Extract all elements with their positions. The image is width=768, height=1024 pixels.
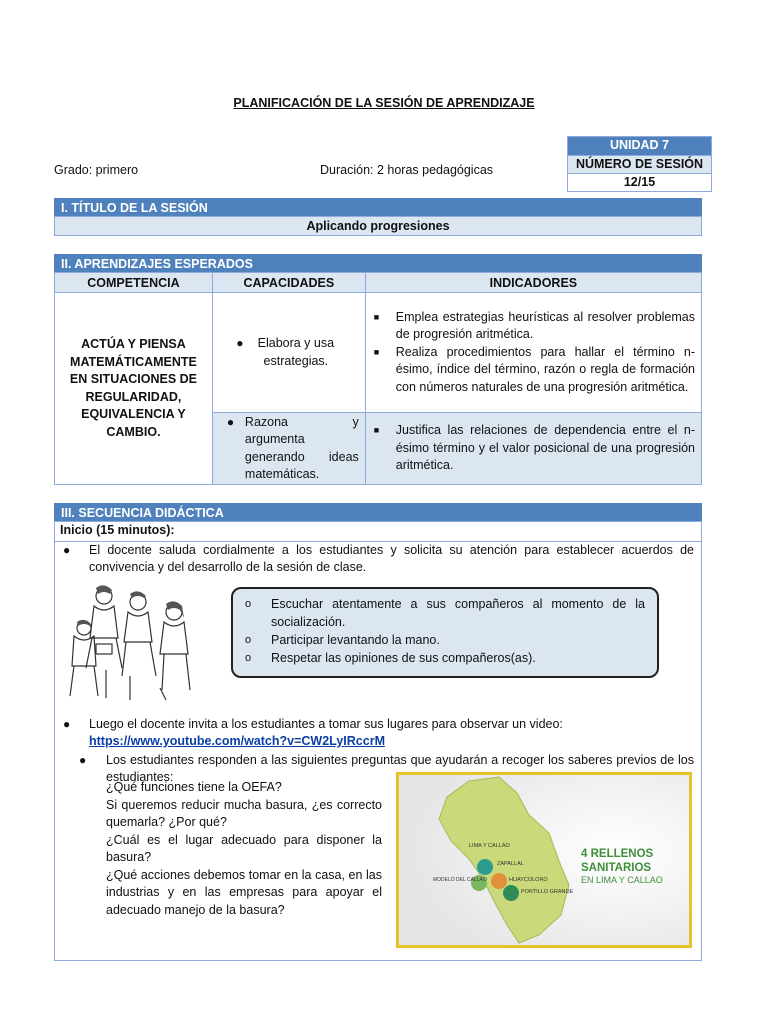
rellenos-map-image bbox=[396, 772, 692, 948]
questions-list bbox=[106, 779, 382, 919]
aprendizajes-section-header: II. APRENDIZAJES ESPERADOS bbox=[54, 254, 702, 273]
square-bullet-icon: ■ bbox=[373, 346, 380, 357]
acuerdo-2: Participar levantando la mano. bbox=[271, 633, 440, 647]
numero-sesion-label: NÚMERO DE SESIÓN bbox=[568, 155, 711, 173]
capacidad-2-text: Razona y argumenta generando ideas matemáticas. bbox=[244, 414, 359, 481]
capacidad-cell-1 bbox=[212, 293, 365, 413]
map-title-line2: SANITARIOS bbox=[581, 862, 652, 874]
label-portillo-grande: PORTILLO GRANDE bbox=[521, 889, 574, 895]
students-illustration bbox=[66, 584, 196, 702]
competencia-cell bbox=[55, 293, 213, 485]
map-title-line1: 4 RELLENOS bbox=[581, 848, 654, 860]
bullet-icon: ● bbox=[63, 543, 71, 557]
bullet-icon: ● bbox=[79, 753, 87, 767]
indicador-cell-2 bbox=[365, 413, 701, 485]
paragraph-saludo: El docente saluda cordialmente a los estudiantes y solicita su atención para establecer acuerdos de convivencia y del desarrollo de la sesión de clase. bbox=[89, 543, 694, 574]
secuencia-section-header: III. SECUENCIA DIDÁCTICA bbox=[54, 503, 702, 522]
indicador-cell-1 bbox=[365, 293, 701, 413]
indicador-1b-text: Realiza procedimientos para hallar el término n-ésimo, índice del término, razón o regla de formación con números naturales de una progresión aritmética. bbox=[395, 344, 695, 394]
inicio-heading: Inicio (15 minutos): bbox=[60, 523, 175, 537]
acuerdos-box bbox=[231, 587, 659, 678]
square-bullet-icon: ■ bbox=[373, 425, 380, 436]
question-4: ¿Qué acciones debemos tomar en la casa, en las industrias y en las empresas para apoyar el adecuado manejo de la basura? bbox=[106, 867, 382, 917]
aprendizajes-table bbox=[54, 272, 702, 485]
acuerdo-3: Respetar las opiniones de sus compañeros(as). bbox=[271, 651, 536, 665]
competencia-text: ACTÚA Y PIENSA MATEMÁTICAMENTE EN SITUACIONES DE REGULARIDAD, EQUIVALENCIA Y CAMBIO. bbox=[69, 337, 198, 439]
unidad-label: UNIDAD 7 bbox=[568, 137, 711, 155]
indicador-2-text: Justifica las relaciones de dependencia entre el n-ésimo término y el valor posicional de una progresión aritmética. bbox=[395, 423, 695, 473]
question-1: ¿Qué funciones tiene la OEFA? bbox=[106, 780, 282, 794]
acuerdo-1: Escuchar atentamente a sus compañeros al momento de la socialización. bbox=[271, 597, 645, 629]
bullet-icon: ● bbox=[236, 336, 244, 350]
bullet-icon: ● bbox=[63, 717, 71, 731]
question-2: Si queremos reducir mucha basura, ¿es correcto quemarla? ¿Por qué? bbox=[106, 797, 382, 829]
video-text: Luego el docente invita a los estudiantes a tomar sus lugares para observar un video: bbox=[89, 717, 563, 731]
capacidad-1-text: Elabora y usa estrategias. bbox=[257, 336, 335, 368]
circle-bullet-icon: o bbox=[245, 652, 252, 664]
col-indicadores: INDICADORES bbox=[365, 273, 701, 293]
map-svg bbox=[399, 775, 689, 945]
label-modelo-callao: MODELO DEL CALLAO bbox=[433, 877, 487, 883]
document-title: PLANIFICACIÓN DE LA SESIÓN DE APRENDIZAJE bbox=[233, 96, 535, 110]
col-capacidades: CAPACIDADES bbox=[212, 273, 365, 293]
duracion-label: Duración: 2 horas pedagógicas bbox=[320, 163, 494, 177]
circle-bullet-icon: o bbox=[245, 598, 252, 610]
label-huaycoloro: HUAYCOLORO bbox=[509, 877, 548, 883]
titulo-section-header: I. TÍTULO DE LA SESIÓN bbox=[54, 198, 702, 217]
square-bullet-icon: ■ bbox=[373, 311, 380, 322]
label-lima-callao: LIMA Y CALLAO bbox=[469, 843, 510, 849]
question-3: ¿Cuál es el lugar adecuado para disponer la basura? bbox=[106, 832, 382, 864]
video-link[interactable]: https://www.youtube.com/watch?v=CW2LyIRccrM bbox=[89, 734, 385, 748]
huaycoloro-marker bbox=[491, 873, 507, 889]
portillo-marker bbox=[503, 885, 519, 901]
unit-box bbox=[567, 136, 712, 192]
paragraph-preguntas-intro: Los estudiantes responden a las siguientes preguntas que ayudarán a recoger los saberes previos de los estudiantes: bbox=[106, 753, 694, 784]
col-competencia: COMPETENCIA bbox=[55, 273, 213, 293]
indicador-1a-text: Emplea estrategias heurísticas al resolver problemas de progresión aritmética. bbox=[395, 309, 695, 342]
bullet-icon: ● bbox=[226, 414, 235, 429]
capacidad-cell-2 bbox=[212, 413, 365, 485]
zapallal-marker bbox=[477, 859, 493, 875]
numero-sesion-value: 12/15 bbox=[568, 173, 711, 191]
grado-label: Grado: primero bbox=[54, 163, 139, 177]
paragraph-video bbox=[89, 716, 694, 750]
circle-bullet-icon: o bbox=[245, 634, 252, 646]
session-title: Aplicando progresiones bbox=[54, 216, 702, 236]
map-subtitle: EN LIMA Y CALLAO bbox=[581, 875, 663, 885]
label-zapallal: ZAPALLAL bbox=[497, 861, 524, 867]
